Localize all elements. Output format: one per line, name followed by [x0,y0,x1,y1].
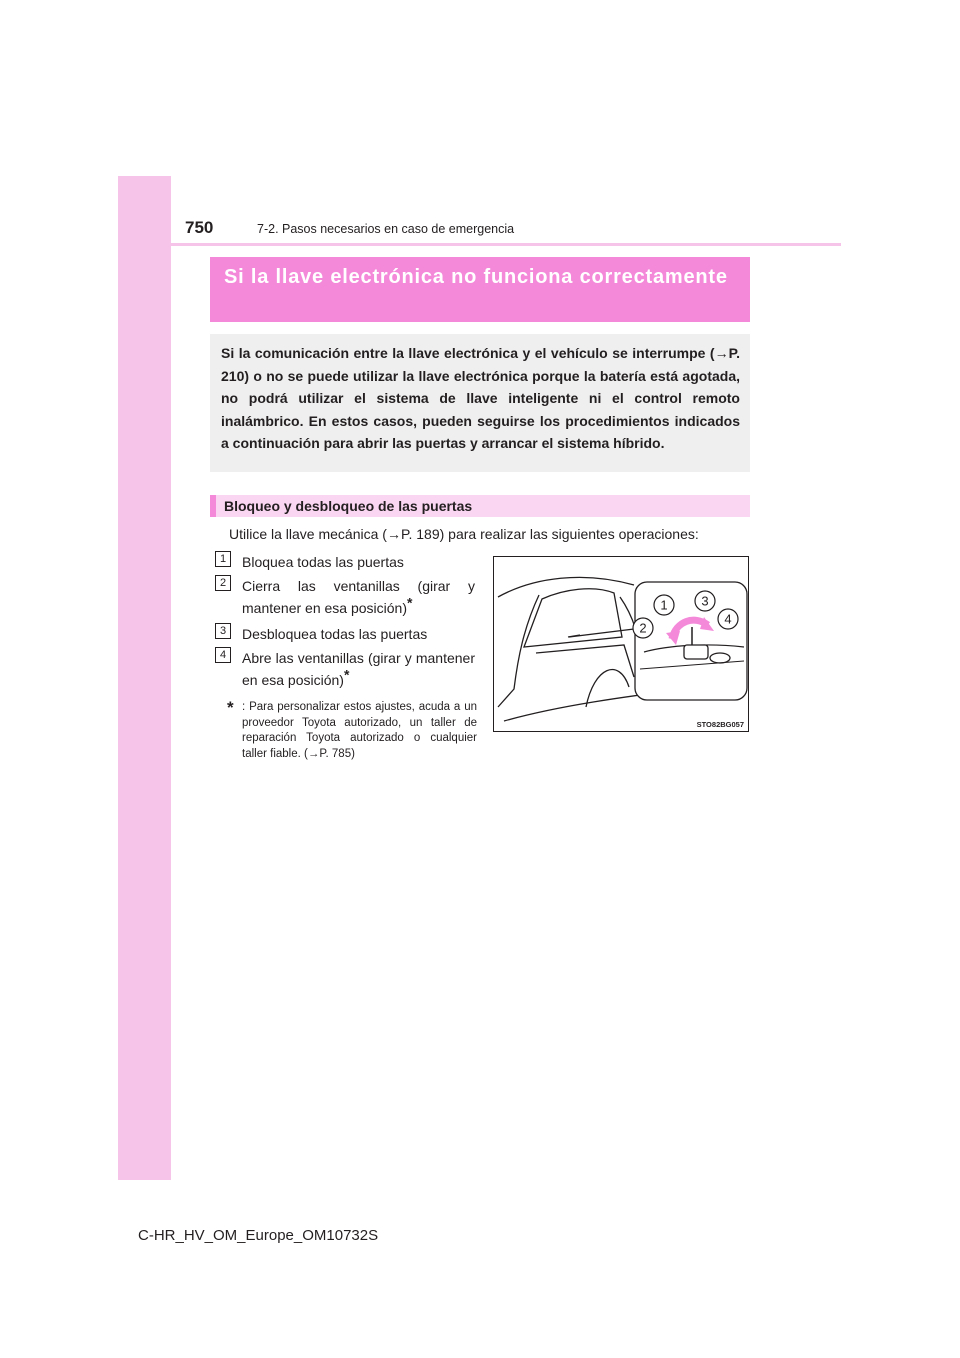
figure-code: STO82BG057 [696,720,744,729]
step-text: Desbloquea todas las puertas [242,626,428,642]
callout-label: 3 [701,593,709,609]
intro-text: Si la comunicación entre la llave electrónica y el vehículo se interrumpe (→P. 210) o no se puede utilizar la llave electrónica porque la batería está agotada, no podrá utilizar el sistema de llave inteligente ni el control remoto inalámbrico. En estos casos, pueden seguirse los procedimientos indicados a continuación para abrir las puertas y arrancar el sistema híbrido. [221,345,740,452]
car-wheel-arch [586,670,629,707]
step-text: Abre las ventanillas (girar y mantener en esa posición) [242,650,475,688]
car-door-drawing [494,557,748,731]
key-door-illustration [493,556,749,732]
key-head [684,645,708,659]
subsection-accent-bar [210,495,216,517]
step-text: Bloquea todas las puertas [242,554,404,570]
step-number: 2 [215,575,231,591]
zoom-inset [635,582,747,700]
footnote-mark: * [227,698,234,717]
subsection-heading-box [210,495,750,517]
car-body-outline [498,595,539,707]
footnote-text: : Para personalizar estos ajustes, acuda a un proveedor Toyota autorizado, un taller de reparación Toyota autorizado o cualquier taller fiable. (→P. 785) [242,701,477,760]
main-heading: Si la llave electrónica no funciona correctamente [224,266,728,288]
asterisk-mark: * [343,666,350,683]
asterisk-mark: * [407,594,413,611]
subsection-heading: Bloqueo y desbloqueo de las puertas [224,498,473,514]
step-item [215,551,475,573]
step-item [215,623,475,645]
leader-line [569,629,634,637]
page-number: 750 [185,218,214,237]
header-rule [171,243,841,246]
callout-label: 1 [660,597,668,613]
main-heading-box [210,257,750,322]
side-color-band [118,176,171,1180]
footer-doc-id: C-HR_HV_OM_Europe_OM10732S [138,1227,379,1244]
callout-label: 2 [639,620,647,636]
callout-label: 4 [724,611,732,627]
section-header: 7-2. Pasos necesarios en caso de emergencia [257,222,515,236]
step-number: 1 [215,551,231,567]
step-text: Cierra las ventanillas (girar y mantener en esa posición) [242,578,475,616]
lead-text: Utilice la llave mecánica (→P. 189) para realizar las siguientes operaciones: [229,526,699,542]
footnote [227,700,477,762]
step-item [215,647,475,691]
step-number: 4 [215,647,231,663]
car-window-frame [524,589,622,647]
step-number: 3 [215,623,231,639]
intro-box [210,334,750,472]
step-item [215,575,475,619]
